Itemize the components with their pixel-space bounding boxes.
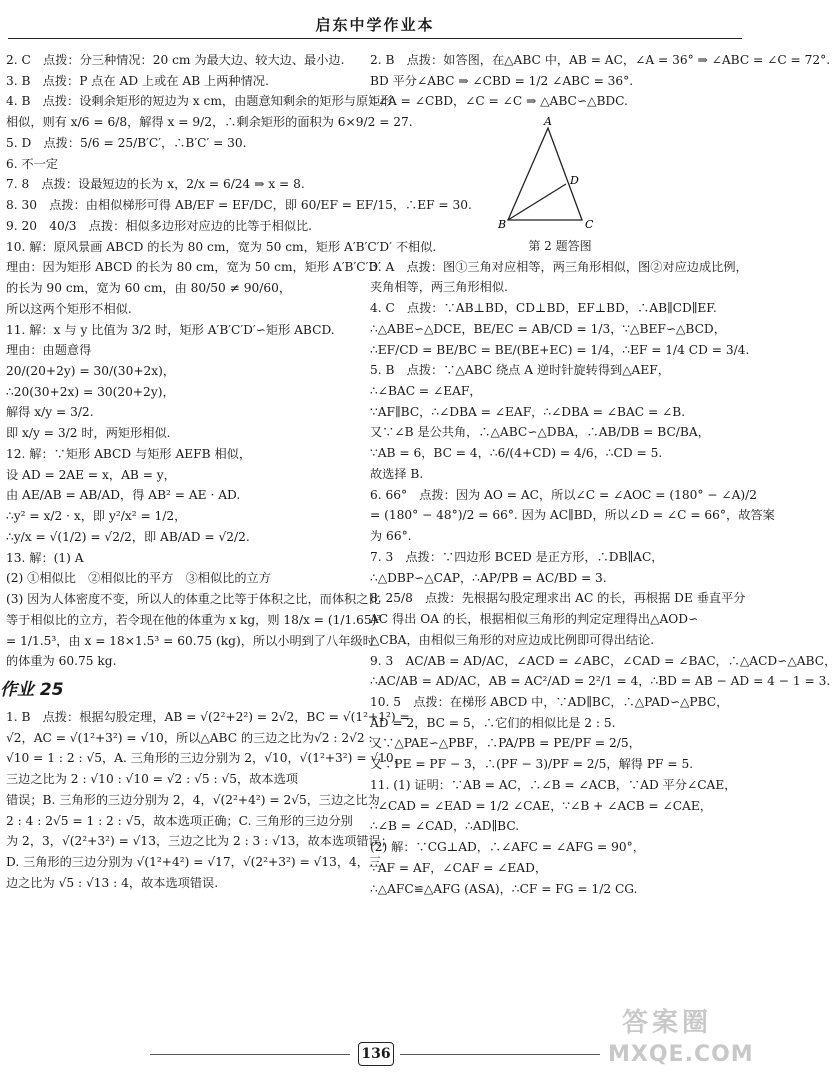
answer-line: 故选择 B. <box>370 466 424 481</box>
answer-line: 6. 不一定 <box>6 156 59 171</box>
answer-line: 设 AD = 2AE = x，AB = y， <box>6 467 176 482</box>
watermark-url: MXQE.COM <box>608 1042 754 1067</box>
watermark-text: 答案圈 <box>622 1008 713 1038</box>
answer-line: 所以这两个矩形不相似. <box>6 301 132 316</box>
answer-line: 9. 3 AC/AB = AD/AC，∠ACD = ∠ABC，∠CAD = ∠BAC，∴△ACD∽△ABC， <box>370 653 836 668</box>
answer-line: 2. C 点拨：分三种情况：20 cm 为最大边、较大边、最小边. <box>6 53 345 67</box>
answer-line: ∴△AFC≌△AFG (ASA)，∴CF = FG = 1/2 CG. <box>370 881 638 896</box>
answer-line: ∴20(30+2x) = 30(20+2y)， <box>6 384 175 399</box>
answer-line: AC 得出 OA 的长，根据相似三角形的判定定理得出△AOD∽ <box>370 612 699 627</box>
answer-line: D. 三角形的三边分别为 √(1²+4²) = √17，√(2²+3²) = √13，4，三 <box>6 855 382 870</box>
label-c: C <box>585 218 594 232</box>
answer-line: 1. B 点拨：根据勾股定理，AB = √(2²+2²) = 2√2，BC = √(1²+1²) = <box>6 709 410 724</box>
page-header <box>0 0 750 44</box>
answer-line: △CBA，由相似三角形的对应边成比例即可得出结论. <box>370 632 655 647</box>
answer-line: ∴y² = x/2 · x，即 y²/x² = 1/2， <box>6 509 187 524</box>
answer-line: 5. B 点拨：∵△ABC 绕点 A 逆时针旋转得到△AEF， <box>370 363 670 378</box>
answer-line: 7. 3 点拨：∵四边形 BCED 是正方形，∴DB∥AC， <box>370 549 664 564</box>
triangle-diagram <box>490 116 630 236</box>
answer-line: √2，AC = √(1²+3²) = √10，所以△ABC 的三边之比为√2 : 2√2 : <box>6 730 373 745</box>
answer-line: ∴EF/CD = BE/BC = BE/(BE+EC) = 1/4，∴EF = 1/4 CD = 3/4. <box>370 342 750 357</box>
answer-line: ∴△ABE∽△DCE，BE/EC = AB/CD = 1/3，∵△BEF∽△BCD， <box>370 321 726 336</box>
answer-line: 7. 8 点拨：设最短边的长为 x，2/x = 6/24 ⇒ x = 8. <box>6 177 305 192</box>
answer-line: 又∵PE = PF − 3，∴(PF − 3)/PF = 2/5，解得 PF = 5. <box>370 757 694 772</box>
figure-caption: 第 2 题答图 <box>528 239 592 254</box>
answer-line: ∴∠BAC = ∠EAF， <box>370 384 482 398</box>
answer-line: 9. 20 40/3 点拨：相似多边形对应边的比等于相似比. <box>6 218 313 233</box>
answer-line: 13. 解：(1) A <box>6 550 84 565</box>
answer-line: ∴y/x = √(1/2) = √2/2，即 AB/AD = √2/2. <box>6 529 250 544</box>
answer-line: 4. B 点拨：设剩余矩形的短边为 x cm，由题意知剩余的矩形与原矩形 <box>6 94 393 109</box>
answer-line: 为 2，3，√(2²+3²) = √13，三边之比为 2 : 3 : √13，故本选项错误； <box>6 834 393 849</box>
answer-line: 的长为 90 cm，宽为 60 cm，由 80/50 ≠ 90/60， <box>6 281 292 296</box>
answer-line: 3. B 点拨：P 点在 AD 上或在 AB 上两种情况. <box>6 73 269 88</box>
answer-line: (3) 因为人体密度不变，所以人的体重之比等于体积之比，而体积之比 <box>6 592 381 607</box>
watermark-logo <box>600 1000 754 1078</box>
answer-line: 错误；B. 三角形的三边分别为 2，4，√(2²+4²) = 2√5，三边之比为 <box>6 792 380 807</box>
answer-line: 夹角相等，两三角形相似. <box>370 280 508 295</box>
answer-line: 6. 66° 点拨：因为 AO = AC，所以∠C = ∠AOC = (180° − ∠A)/2 <box>370 487 758 502</box>
header-title: 启东中学作业本 <box>315 16 435 34</box>
page-number: 136 <box>358 1042 394 1066</box>
answer-line: 三边之比为 2 : √10 : √10 = √2 : √5 : √5，故本选项 <box>6 772 298 787</box>
answer-line: BD 平分∠ABC ⇒ ∠CBD = 1/2 ∠ABC = 36°. <box>370 73 634 88</box>
answer-line: ∴∠CAD = ∠EAD = 1/2 ∠CAE，∵∠B + ∠ACB = ∠CAE， <box>370 798 712 813</box>
answer-line: 的体重为 60.75 kg. <box>6 654 117 669</box>
answer-line: 12. 解：∵矩形 ABCD 与矩形 AEFB 相似， <box>6 446 252 461</box>
answer-line: 等于相似比的立方，若令现在他的体重为 x kg，则 18/x = (1/1.65)³ <box>6 612 382 627</box>
label-d: D <box>570 174 579 188</box>
answer-line: 2 : 4 : 2√5 = 1 : 2 : √5，故本选项正确；C. 三角形的三边分别 <box>6 813 353 828</box>
answer-line: ∴∠A = ∠CBD，∠C = ∠C ⇒ △ABC∽△BDC. <box>370 94 628 109</box>
answer-line: 边之比为 √5 : √13 : 4，故本选项错误. <box>6 875 219 890</box>
answer-line: 由 AE/AB = AB/AD，得 AB² = AE · AD. <box>6 488 241 503</box>
answer-line: 4. C 点拨：∵AB⊥BD，CD⊥BD，EF⊥BD，∴AB∥CD∥EF. <box>370 301 717 316</box>
answer-line: 10. 解：原风景画 ABCD 的长为 80 cm，宽为 50 cm，矩形 A′B′C′D′ 不相似. <box>6 239 437 254</box>
answer-line: 5. D 点拨：5/6 = 25/B′C′，∴B′C′ = 30. <box>6 135 247 150</box>
answer-line: 相似，则有 x/6 = 6/8，解得 x = 9/2，∴剩余矩形的面积为 6×9/2 = 27. <box>6 115 413 130</box>
header-rule <box>8 38 742 39</box>
answer-line: 又∵△PAE∽△PBF，∴PA/PB = PE/PF = 2/5， <box>370 736 641 751</box>
answer-line: ∴AC/AB = AD/AC，AB = AC²/AD = 2²/1 = 4，∴BD = AB − AD = 4 − 1 = 3. <box>370 674 831 689</box>
answer-line: ∵AB = 6，BC = 4，∴6/(4+CD) = 4/6，∴CD = 5. <box>370 446 663 461</box>
footer-rule-right <box>400 1054 600 1055</box>
answer-line: 20/(20+2y) = 30/(30+2x)， <box>6 364 176 379</box>
answer-line: ∴△DBP∽△CAP，∴AP/PB = AC/BD = 3. <box>370 570 607 585</box>
answer-line: 11. 解：x 与 y 比值为 3/2 时，矩形 A′B′C′D′∽矩形 ABCD. <box>6 322 335 337</box>
answer-line: AD = 2，BC = 5，∴它们的相似比是 2 : 5. <box>370 715 616 730</box>
answer-line: 解得 x/y = 3/2. <box>6 405 94 420</box>
answer-line: 理由：因为矩形 ABCD 的长为 80 cm，宽为 50 cm，矩形 A′B′C′D′ <box>6 260 381 275</box>
label-a: A <box>544 115 552 129</box>
section-title: 作业 25 <box>0 680 64 701</box>
answer-line: 11. (1) 证明：∵AB = AC，∴∠B = ∠ACB，∵AD 平分∠CAE， <box>370 777 737 792</box>
answer-line: (2) ①相似比 ②相似比的平方 ③相似比的立方 <box>6 571 271 586</box>
answer-line: ∵AF = AF，∠CAF = ∠EAD， <box>370 860 548 875</box>
answer-line: = 1/1.5³，由 x = 18×1.5³ = 60.75 (kg)，所以小明到了八年级时 <box>6 633 375 648</box>
answer-line: 即 x/y = 3/2 时，两矩形相似. <box>6 426 171 441</box>
answer-line: ∴∠B = ∠CAD，∴AD∥BC. <box>370 819 520 834</box>
section-answers-block <box>6 707 410 894</box>
right-top-block <box>370 50 831 112</box>
label-b: B <box>498 218 507 232</box>
right-bottom-block <box>370 257 836 900</box>
answer-line: 10. 5 点拨：在梯形 ABCD 中，∵AD∥BC，∴△PAD∽△PBC， <box>370 695 729 710</box>
footer-rule-left <box>150 1054 350 1055</box>
answer-line: 理由：由题意得 <box>6 343 92 358</box>
answer-line: ∵AF∥BC，∴∠DBA = ∠EAF，∴∠DBA = ∠BAC = ∠B. <box>370 404 686 419</box>
answer-line: 3. A 点拨：图①三角对应相等，两三角形相似，图②对应边成比例， <box>370 259 748 274</box>
answer-line: (2) 解：∵CG⊥AD，∴∠AFC = ∠AFG = 90°， <box>370 840 645 855</box>
answer-line: 又∵∠B 是公共角，∴△ABC∽△DBA，∴AB/DB = BC/BA， <box>370 425 710 440</box>
segment-bd <box>508 184 566 220</box>
answer-line: 8. 25/8 点拨：先根据勾股定理求出 AC 的长，再根据 DE 垂直平分 <box>370 591 746 606</box>
answer-line: 为 66°. <box>370 529 412 544</box>
right-column <box>370 50 836 899</box>
answer-line: √10 = 1 : 2 : √5，A. 三角形的三边分别为 2，√10，√(1²+3²) = √10， <box>6 751 406 766</box>
answer-line: 2. B 点拨：如答图，在△ABC 中，AB = AC，∠A = 36° ⇒ ∠ABC = ∠C = 72°. <box>370 53 831 67</box>
answer-line: = (180° − 48°)/2 = 66°. 因为 AC∥BD，所以∠D = ∠C = 66°，故答案 <box>370 508 775 523</box>
triangle-figure <box>490 116 630 236</box>
answer-line: 8. 30 点拨：由相似梯形可得 AB/EF = EF/DC，即 60/EF = EF/15，∴EF = 30. <box>6 198 472 213</box>
